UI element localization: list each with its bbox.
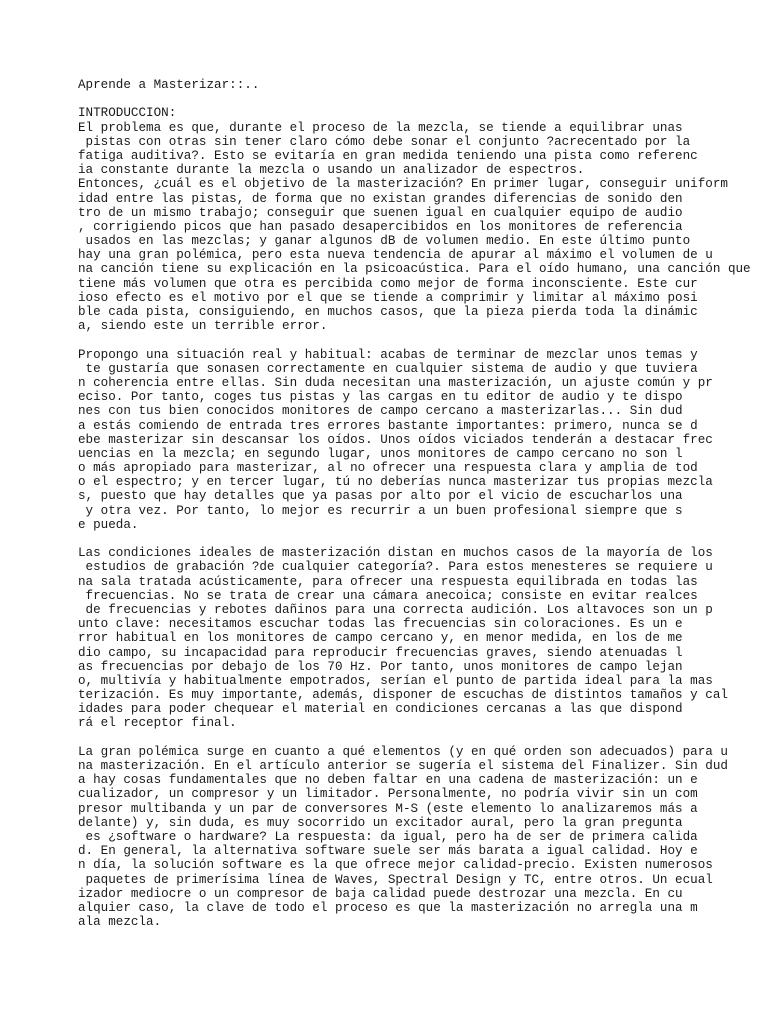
paragraph-line: n día, la solución software es la que ofrece mejor calidad-precio. Existen numerosos xyxy=(78,858,713,873)
paragraph-line: unto clave: necesitamos escuchar todas las frecuencias sin coloraciones. Es un e xyxy=(78,617,683,632)
paragraph-line: o el espectro; y en tercer lugar, tú no deberías nunca masterizar tus propias mezcla xyxy=(78,475,713,490)
paragraph-line: ebe masterizar sin descansar los oídos. Unos oídos viciados tenderán a destacar frec xyxy=(78,432,713,447)
paragraph-line: La gran polémica surge en cuanto a qué elementos (y en qué orden son adecuados) para u xyxy=(78,744,728,759)
paragraph-line: paquetes de primerísima línea de Waves, Spectral Design y TC, entre otros. Un ecual xyxy=(78,872,713,887)
paragraph-line: eciso. Por tanto, coges tus pistas y las cargas en tu editor de audio y te dispo xyxy=(78,390,683,405)
paragraph-line: frecuencias. No se trata de crear una cámara anecoica; consiste en evitar realces xyxy=(78,588,698,603)
paragraph-line: a hay cosas fundamentales que no deben faltar en una cadena de masterización: un e xyxy=(78,773,698,788)
paragraph-line: estudios de grabación ?de cualquier categoría?. Para estos menesteres se requiere u xyxy=(78,560,713,575)
paragraph-line: delante) y, sin duda, es muy socorrido un excitador aural, pero la gran pregunta xyxy=(78,815,683,830)
paragraph-line: idades para poder chequear el material en condiciones cercanas a las que dispond xyxy=(78,702,683,717)
document-text xyxy=(78,78,768,929)
paragraph-line: rror habitual en los monitores de campo cercano y, en menor medida, en los de me xyxy=(78,631,683,646)
paragraph-line: Entonces, ¿cuál es el objetivo de la masterización? En primer lugar, conseguir uniform xyxy=(78,177,728,192)
paragraph-line: na masterización. En el artículo anterior se sugería el sistema del Finalizer. Sin dud xyxy=(78,759,728,773)
paragraph-line: El problema es que, durante el proceso de la mezcla, se tiende a equilibrar unas xyxy=(78,120,683,135)
paragraph-line: d. En general, la alternativa software suele ser más barata a igual calidad. Hoy e xyxy=(78,844,698,859)
paragraph-line: as frecuencias por debajo de los 70 Hz. Por tanto, unos monitores de campo lejan xyxy=(78,659,683,674)
document-title: Aprende a Masterizar::.. xyxy=(78,78,260,92)
paragraph-line: , corrigiendo picos que han pasado desapercibidos en los monitores de referencia xyxy=(78,219,683,234)
paragraph-line: ioso efecto es el motivo por el que se tiende a comprimir y limitar al máximo posi xyxy=(78,290,698,305)
blank-line xyxy=(78,731,768,745)
paragraph-4 xyxy=(78,745,768,929)
paragraph-line: izador mediocre o un compresor de baja calidad puede destrozar una mezcla. En cu xyxy=(78,886,683,901)
paragraph-line: alquier caso, la clave de todo el proceso es que la masterización no arregla una m xyxy=(78,900,698,915)
paragraph-3 xyxy=(78,546,768,730)
paragraph-line: presor multibanda y un par de conversores M-S (este elemento lo analizaremos más a xyxy=(78,801,698,816)
paragraph-line: cualizador, un compresor y un limitador. Personalmente, no podría vivir sin un com xyxy=(78,787,698,802)
paragraph-line: dio campo, su incapacidad para reproducir frecuencias graves, siendo atenuadas l xyxy=(78,645,683,660)
paragraph-line: rá el receptor final. xyxy=(78,716,237,731)
paragraph-line: pistas con otras sin tener claro cómo debe sonar el conjunto ?acrecentado por la xyxy=(78,134,691,149)
paragraph-line: na canción tiene su explicación en la psicoacústica. Para el oído humano, una canción que xyxy=(78,262,751,277)
paragraph-line: Propongo una situación real y habitual: acabas de terminar de mezclar unos temas y xyxy=(78,347,698,362)
paragraph-line: hay una gran polémica, pero esta nueva tendencia de apurar al máximo el volumen de u xyxy=(78,248,713,263)
paragraph-line: ala mezcla. xyxy=(78,915,162,930)
paragraph-line: na sala tratada acústicamente, para ofrecer una respuesta equilibrada en todas las xyxy=(78,574,698,589)
paragraph-line: a, siendo este un terrible error. xyxy=(78,319,328,334)
paragraph-line: e pueda. xyxy=(78,517,139,532)
paragraph-line: idad entre las pistas, de forma que no existan grandes diferencias de sonido den xyxy=(78,191,683,206)
paragraph-line: o más apropiado para masterizar, al no ofrecer una respuesta clara y amplia de tod xyxy=(78,461,698,476)
blank-line xyxy=(78,92,768,106)
paragraph-line: a estás comiendo de entrada tres errores bastante importantes: primero, nunca se d xyxy=(78,418,698,433)
paragraph-line: o, multivía y habitualmente empotrados, serían el punto de partida ideal para la mas xyxy=(78,673,713,688)
paragraph-line: tiene más volumen que otra es percibida como mejor de forma inconsciente. Este cur xyxy=(78,276,698,291)
paragraph-line: tro de un mismo trabajo; conseguir que suenen igual en cualquier equipo de audio xyxy=(78,205,683,220)
paragraph-line: uencias en la mezcla; en segundo lugar, unos monitores de campo cercano no son l xyxy=(78,446,683,461)
paragraph-1 xyxy=(78,121,768,334)
paragraph-line: fatiga auditiva?. Esto se evitaría en gran medida teniendo una pista como referenc xyxy=(78,148,698,163)
paragraph-line: y otra vez. Por tanto, lo mejor es recurrir a un buen profesional siempre que s xyxy=(78,503,683,518)
paragraph-line: es ¿software o hardware? La respuesta: da igual, pero ha de ser de primera calida xyxy=(78,829,698,844)
blank-line xyxy=(78,333,768,347)
paragraph-line: usados en las mezclas; y ganar algunos dB de volumen medio. En este último punto xyxy=(78,234,691,249)
paragraph-line: nes con tus bien conocidos monitores de campo cercano a masterizarlas... Sin dud xyxy=(78,404,683,419)
section-heading: INTRODUCCION: xyxy=(78,106,177,121)
paragraph-line: ble cada pista, consiguiendo, en muchos casos, que la pieza pierda toda la dinámic xyxy=(78,305,698,319)
paragraph-line: Las condiciones ideales de masterización distan en muchos casos de la mayoría de los xyxy=(78,546,713,561)
paragraph-2 xyxy=(78,348,768,532)
paragraph-line: terización. Es muy importante, además, disponer de escuchas de distintos tamaños y cal xyxy=(78,688,728,703)
paragraph-line: de frecuencias y rebotes dañinos para una correcta audición. Los altavoces son un p xyxy=(78,602,713,617)
paragraph-line: ia constante durante la mezcla o usando un analizador de espectros. xyxy=(78,163,585,178)
paragraphs-container xyxy=(78,121,768,930)
paragraph-line: s, puesto que hay detalles que ya pasas por alto por el vicio de escucharlos una xyxy=(78,489,683,504)
blank-line xyxy=(78,532,768,546)
paragraph-line: te gustaría que sonasen correctamente en cualquier sistema de audio y que tuviera xyxy=(78,361,698,376)
paragraph-line: n coherencia entre ellas. Sin duda necesitan una masterización, un ajuste común y pr xyxy=(78,375,713,390)
